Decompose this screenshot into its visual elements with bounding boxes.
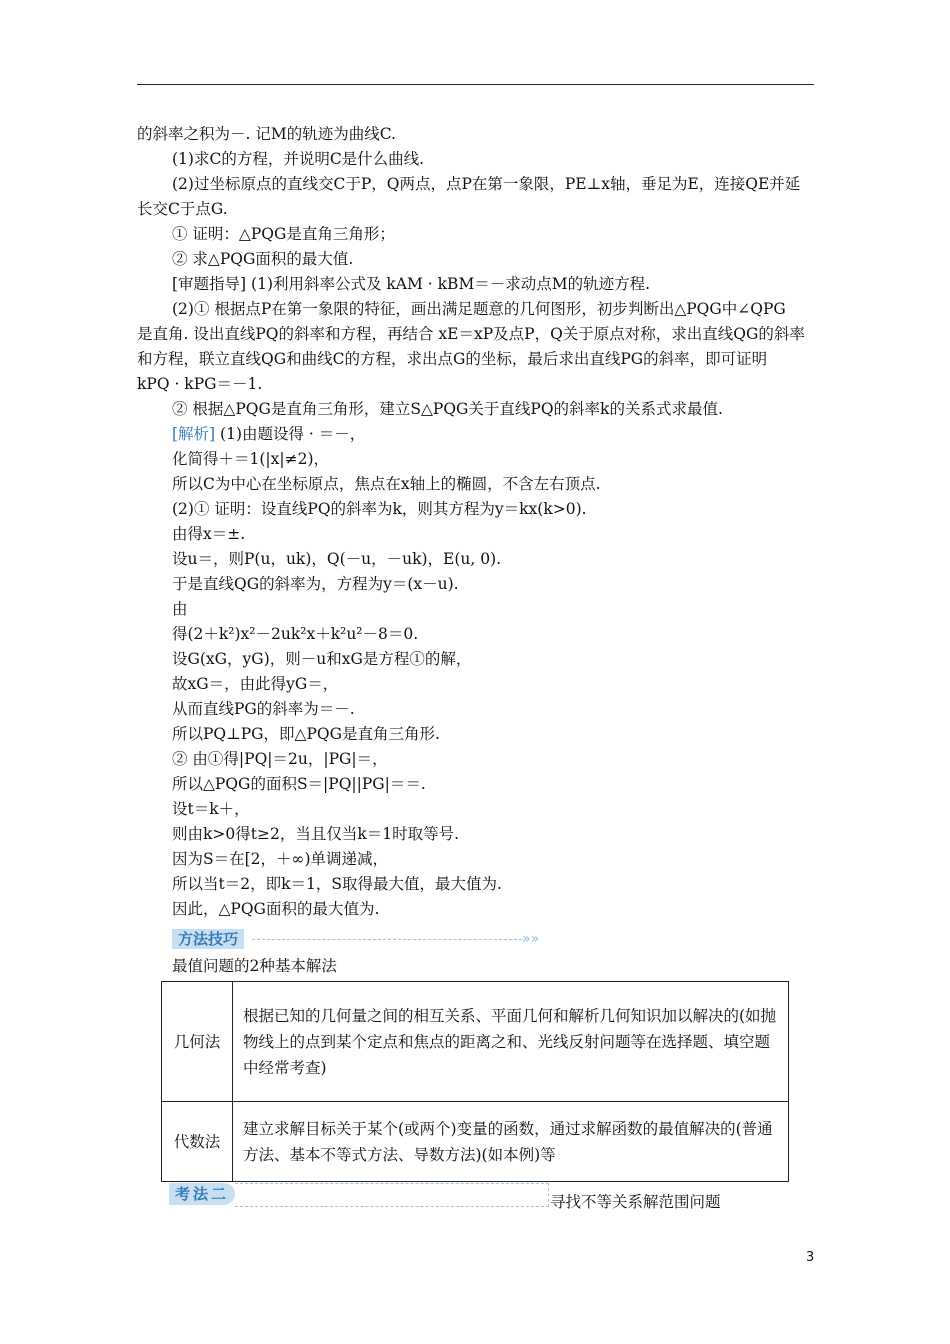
guide-line6: ② 根据△PQG是直角三角形，建立S△PQG关于直线PQ的斜率k的关系式求最值.	[172, 400, 723, 418]
method-desc: 根据已知的几何量之间的相互关系、平面几何和解析几何知识加以解决的(如抛物线上的点到某个定点和焦点的距离之和、光线反射问题等在选择题、填空题中经常考查)	[233, 982, 789, 1102]
solution-line	[172, 424, 365, 444]
solution-line: 因为S＝在[2，＋∞)单调递减，	[172, 850, 388, 868]
solution-line: 设t＝k＋，	[172, 800, 250, 818]
table-row	[162, 982, 789, 1102]
guide-line5: kPQ · kPG＝－1.	[137, 375, 263, 393]
solution-line: 所以当t＝2，即k＝1，S取得最大值，最大值为.	[172, 875, 502, 893]
page-number: 3	[806, 1250, 815, 1265]
table-row	[162, 1102, 789, 1182]
guide-line3: 是直角. 设出直线PQ的斜率和方程，再结合 xE＝xP及点P，Q关于原点对称，求出直线QG的斜率	[137, 325, 805, 343]
solution-line: 故xG＝，由此得yG＝，	[172, 675, 339, 693]
guide-line1	[172, 274, 650, 294]
method-table	[161, 981, 789, 1182]
section-title: 寻找不等关系解范围问题	[550, 1193, 721, 1211]
guide-line4: 和方程，联立直线QG和曲线C的方程，求出点G的坐标，最后求出直线PG的斜率，即可证明	[137, 350, 768, 368]
solution-label: [解析]	[172, 425, 216, 443]
method-title: 最值问题的2种基本解法	[172, 957, 337, 975]
solution-line: 所以PQ⊥PG，即△PQG是直角三角形.	[172, 725, 440, 743]
solution-line: 由得x＝±.	[172, 525, 246, 543]
solution-line: 化简得＋＝1(|x|≠2)，	[172, 450, 329, 468]
solution-line: 得(2＋k²)x²－2uk²x＋k²u²－8＝0.	[172, 625, 419, 643]
method-desc: 建立求解目标关于某个(或两个)变量的函数，通过求解函数的最值解决的(普通方法、基本不等式方法、导数方法)(如本例)等	[233, 1102, 789, 1182]
method-name: 代数法	[162, 1102, 233, 1182]
solution-line: (2)① 证明：设直线PQ的斜率为k，则其方程为y＝kx(k>0).	[172, 500, 587, 518]
question-2b: ② 求△PQG面积的最大值.	[172, 250, 354, 268]
header-rule	[137, 84, 814, 85]
method-name: 几何法	[162, 982, 233, 1102]
question-1: (1)求C的方程，并说明C是什么曲线.	[172, 150, 425, 168]
solution-line: 所以△PQG的面积S＝|PQ||PG|＝＝.	[172, 775, 426, 793]
question-2a: ① 证明：△PQG是直角三角形；	[172, 225, 395, 243]
chevrons-right-icon: »»	[522, 931, 540, 947]
section-tag: 考法二	[169, 1183, 235, 1205]
question-2-line2: 长交C于点G.	[137, 200, 228, 218]
solution-line: 由	[172, 600, 188, 618]
solution-line: 设u＝，则P(u，uk)，Q(－u，－uk)，E(u, 0).	[172, 550, 502, 568]
solution-line: ② 由①得|PQ|＝2u，|PG|＝，	[172, 750, 388, 768]
solution-line: 于是直线QG的斜率为，方程为y＝(x－u).	[172, 575, 459, 593]
solution-line: 从而直线PG的斜率为＝－.	[172, 700, 355, 718]
method-tag: 方法技巧	[172, 929, 244, 949]
guide-line2: (2)① 根据点P在第一象限的特征，画出满足题意的几何图形，初步判断出△PQG中∠QPG	[172, 300, 786, 318]
solution-line: 设G(xG，yG)，则－u和xG是方程①的解，	[172, 650, 472, 668]
section-tag-frame	[235, 1183, 549, 1207]
guide-label: [审题指导]	[172, 275, 247, 293]
guide-text: (1)利用斜率公式及 kAM · kBM＝－求动点M的轨迹方程.	[246, 275, 651, 293]
question-2-line1: (2)过坐标原点的直线交C于P，Q两点，点P在第一象限，PE⊥x轴，垂足为E，连接QE并延	[172, 175, 801, 193]
solution-line: 因此，△PQG面积的最大值为.	[172, 900, 380, 918]
method-divider	[252, 939, 522, 940]
problem-intro: 的斜率之积为－. 记M的轨迹为曲线C.	[137, 125, 396, 143]
solution-line: 则由k>0得t≥2，当且仅当k＝1时取等号.	[172, 825, 460, 843]
solution-text: (1)由题设得 · ＝－，	[215, 425, 366, 443]
solution-line: 所以C为中心在坐标原点，焦点在x轴上的椭圆，不含左右顶点.	[172, 475, 601, 493]
